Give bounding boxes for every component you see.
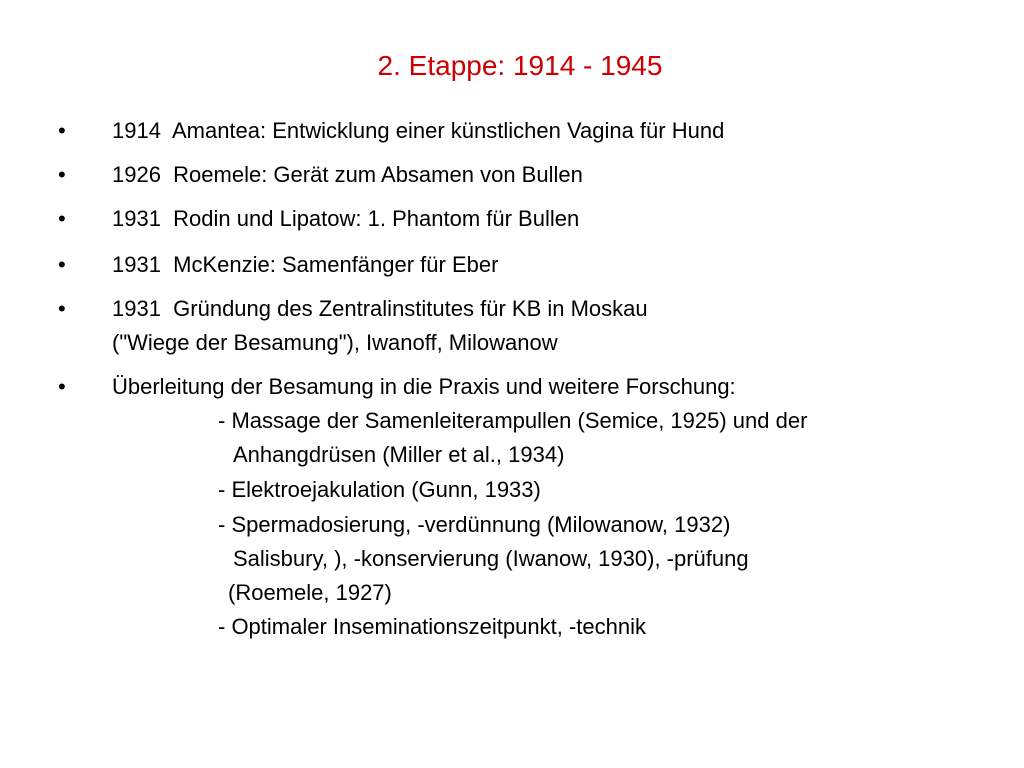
bullet-icon: • (58, 162, 66, 187)
bullet-icon: • (58, 296, 66, 321)
sub-item-text-continuation: (Roemele, 1927) (228, 580, 392, 605)
list-item-text: 1931 McKenzie: Samenfänger für Eber (112, 252, 499, 277)
sub-item-text: - Massage der Samenleiterampullen (Semice, 1925) und der (218, 408, 808, 433)
list-item-text: 1931 Rodin und Lipatow: 1. Phantom für Bullen (112, 206, 580, 231)
bullet-icon: • (58, 206, 66, 231)
bullet-icon: • (58, 118, 66, 143)
sub-item-text: - Spermadosierung, -verdünnung (Milowanow, 1932) (218, 512, 731, 537)
sub-item-text-continuation: Anhangdrüsen (Miller et al., 1934) (233, 442, 565, 467)
list-item-text-continuation: ("Wiege der Besamung"), Iwanoff, Milowanow (112, 330, 558, 355)
bullet-icon: • (58, 374, 66, 399)
sub-item-text: - Optimaler Inseminationszeitpunkt, -technik (218, 614, 646, 639)
list-item-text: 1931 Gründung des Zentralinstitutes für KB in Moskau (112, 296, 648, 321)
list-item-text: 1914 Amantea: Entwicklung einer künstlichen Vagina für Hund (112, 118, 725, 143)
slide-title: 2. Etappe: 1914 - 1945 (377, 50, 663, 81)
bullet-icon: • (58, 252, 66, 277)
list-item-text: Überleitung der Besamung in die Praxis und weitere Forschung: (112, 374, 736, 399)
list-item-text: 1926 Roemele: Gerät zum Absamen von Bullen (112, 162, 583, 187)
sub-item-text: - Elektroejakulation (Gunn, 1933) (218, 477, 541, 502)
sub-item-text-continuation: Salisbury, ), -konservierung (Iwanow, 1930), -prüfung (233, 546, 749, 571)
